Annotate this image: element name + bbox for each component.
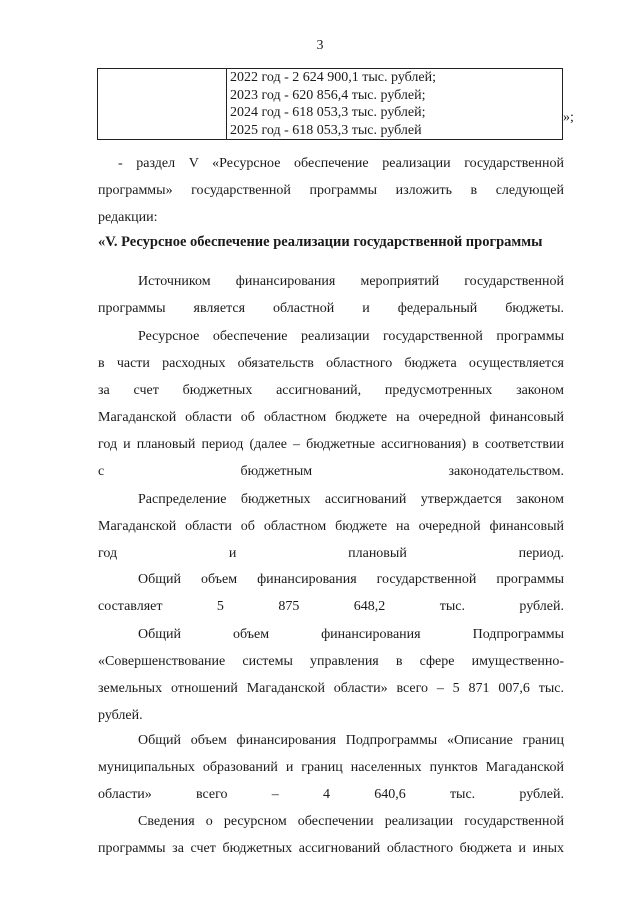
paragraph-line: области» всего – 4 640,6 тыс. рублей. (98, 787, 564, 802)
paragraph-line: программы является областной и федеральный бюджеты. (98, 301, 564, 316)
funding-line-2024: 2024 год - 618 053,3 тыс. рублей; (230, 105, 426, 120)
paragraph-line: Общий объем финансирования Подпрограммы «Описание границ (138, 733, 564, 748)
page-number: 3 (316, 38, 324, 53)
funding-line-2022: 2022 год - 2 624 900,1 тыс. рублей; (230, 70, 437, 85)
funding-table-fragment (97, 68, 563, 140)
paragraph-line: составляет 5 875 648,2 тыс. рублей. (98, 599, 564, 614)
intro-line: программы» государственной программы изложить в следующей (98, 183, 564, 198)
section-heading: «V. Ресурсное обеспечение реализации государственной программы (98, 234, 543, 250)
paragraph-resource-provision (98, 323, 564, 485)
paragraph-line: в части расходных обязательств областного бюджета осуществляется (98, 356, 564, 371)
funding-line-2023: 2023 год - 620 856,4 тыс. рублей; (230, 87, 426, 103)
paragraph-line: с бюджетным законодательством. (98, 464, 564, 479)
paragraph-line: год и плановый период. (98, 546, 564, 561)
table-empty-cell (98, 69, 227, 140)
paragraph-line: программы за счет бюджетных ассигнований областного бюджета и иных (98, 841, 564, 856)
paragraph-line: Источником финансирования мероприятий государственной (138, 274, 564, 289)
paragraph-line: рублей. (98, 708, 143, 723)
intro-line: редакции: (98, 210, 158, 225)
paragraph-line: «Совершенствование системы управления в сфере имущественно- (98, 654, 564, 669)
paragraph-allocation (98, 486, 564, 567)
paragraph-information (98, 808, 564, 862)
paragraph-subprogram-1 (98, 621, 564, 729)
paragraph-line: Магаданской области об областном бюджете на очередной финансовый (98, 519, 564, 534)
paragraph-line: Ресурсное обеспечение реализации государственной программы (138, 329, 564, 344)
paragraph-funding-sources (98, 268, 564, 322)
paragraph-line: Распределение бюджетных ассигнований утверждается законом (138, 492, 564, 507)
paragraph-line: за счет бюджетных ассигнований, предусмотренных законом (98, 383, 564, 398)
intro-paragraph (98, 150, 564, 231)
paragraph-line: год и плановый период (далее – бюджетные ассигнования) в соответствии (98, 437, 564, 452)
paragraph-line: Магаданской области об областном бюджете на очередной финансовый (98, 410, 564, 425)
table-closing-quote: »; (563, 110, 574, 125)
funding-line-2025: 2025 год - 618 053,3 тыс. рублей (230, 122, 422, 138)
paragraph-subprogram-2 (98, 727, 564, 808)
paragraph-line: муниципальных образований и границ населенных пунктов Магаданской (98, 760, 564, 775)
paragraph-line: земельных отношений Магаданской области» всего – 5 871 007,6 тыс. (98, 681, 564, 696)
table-funding-cell (227, 69, 563, 140)
paragraph-total-volume (98, 566, 564, 620)
intro-line: - раздел V «Ресурсное обеспечение реализации государственной (118, 156, 564, 171)
paragraph-line: Сведения о ресурсном обеспечении реализации государственной (138, 814, 564, 829)
paragraph-line: Общий объем финансирования государственной программы (138, 572, 564, 587)
paragraph-line: Общий объем финансирования Подпрограммы (138, 627, 564, 642)
